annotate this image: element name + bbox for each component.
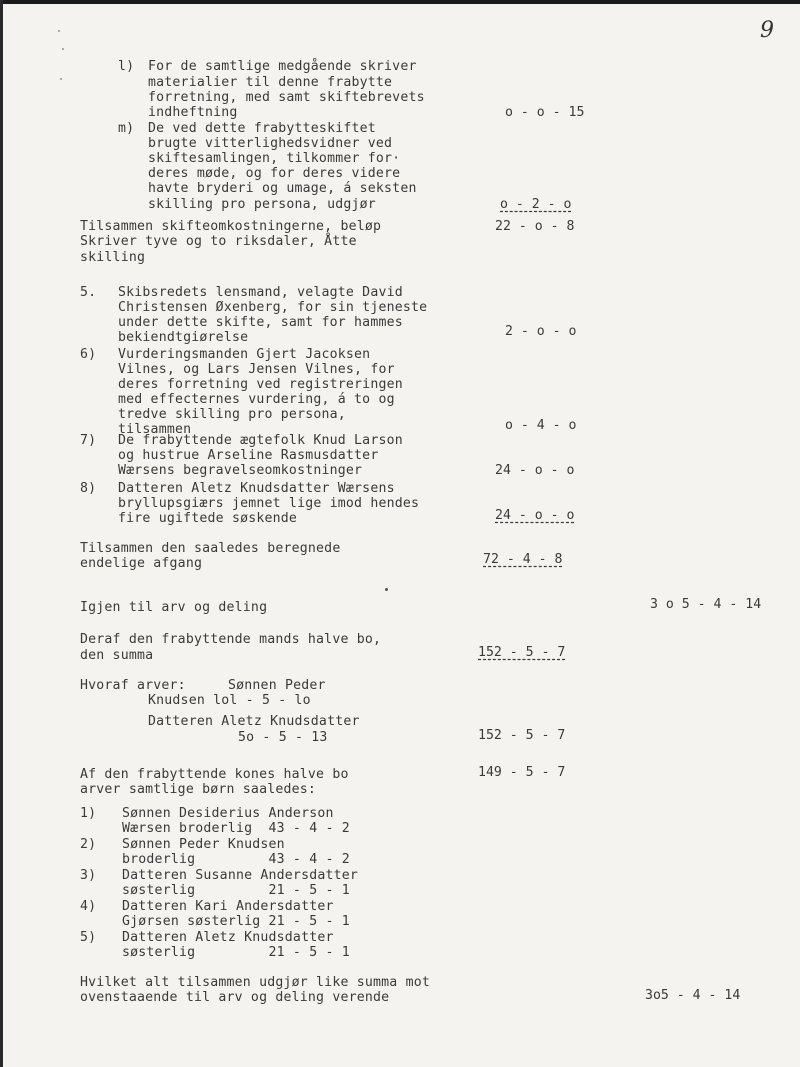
subtotal-amount: 72 - 4 - 8	[483, 552, 563, 567]
heirs-amount: 152 - 5 - 7	[478, 728, 566, 743]
item-text-line: bryllupsgiærs jemnet lige imod hendes	[118, 496, 420, 511]
child-line: Gjørsen søsterlig 21 - 5 - 1	[122, 914, 350, 929]
scan-speck	[60, 78, 62, 80]
item-text-line: skiftesamlingen, tilkommer for·	[148, 151, 401, 166]
item-text-line: forretning, med samt skiftebrevets	[148, 90, 425, 105]
item-amount: 24 - o - o	[495, 463, 575, 478]
item-amount: o - 2 - o	[500, 197, 572, 212]
husband-half-amount: 152 - 5 - 7	[478, 645, 566, 660]
item-text-line: indheftning	[148, 105, 238, 120]
heir-line: Knudsen lol - 5 - lo	[148, 693, 311, 708]
wife-half-amount: 149 - 5 - 7	[478, 765, 566, 780]
child-line: Datteren Aletz Knudsdatter	[122, 930, 334, 945]
item-label: 6)	[80, 347, 97, 362]
husband-half-line: Deraf den frabyttende mands halve bo,	[80, 632, 382, 647]
item-label: m)	[118, 121, 135, 136]
child-line: Datteren Susanne Andersdatter	[122, 868, 359, 883]
page-number: 9	[760, 18, 774, 43]
item-text-line: Vilnes, og Lars Jensen Vilnes, for	[118, 362, 395, 377]
item-amount: o - o - 15	[505, 105, 585, 120]
child-label: 5)	[80, 930, 97, 945]
item-text-line: havte bryderi og umage, á seksten	[148, 181, 417, 196]
subtotal-line: Tilsammen den saaledes beregnede	[80, 541, 341, 556]
item-text-line: Christensen Øxenberg, for sin tjeneste	[118, 300, 428, 315]
item-text-line: deres møde, og for deres videre	[148, 166, 401, 181]
item-label: l)	[118, 59, 135, 74]
remaining-amount: 3 o 5 - 4 - 14	[650, 597, 762, 612]
item-text-line: fire ugiftede søskende	[118, 511, 298, 526]
child-line: Wærsen broderlig 43 - 4 - 2	[122, 821, 350, 836]
child-line: Sønnen Desiderius Anderson	[122, 806, 334, 821]
item-text-line: med effecternes vurdering, á to og	[118, 392, 395, 407]
item-label: 8)	[80, 481, 97, 496]
item-text-line: tilsammen	[118, 422, 192, 437]
ink-dot	[385, 588, 388, 591]
final-line: ovenstaaende til arv og deling verende	[80, 990, 390, 1005]
item-text-line: materialier til denne frabytte	[148, 75, 393, 90]
child-label: 1)	[80, 806, 97, 821]
item-text-line: skilling pro persona, udgjør	[148, 197, 376, 212]
child-label: 2)	[80, 837, 97, 852]
item-text-line: De frabyttende ægtefolk Knud Larson	[118, 433, 403, 448]
heir-line: Sønnen Peder	[228, 678, 326, 693]
scan-speck	[62, 48, 64, 50]
item-text-line: tredve skilling pro persona,	[118, 407, 346, 422]
heir-line: 5o - 5 - 13	[238, 730, 328, 745]
scan-border-top	[0, 0, 800, 4]
wife-half-line: arver samtlige børn saaledes:	[80, 782, 317, 797]
item-text-line: For de samtlige medgående skriver	[148, 59, 417, 74]
item-text-line: brugte vitterlighedsvidner ved	[148, 136, 393, 151]
heir-line: Datteren Aletz Knudsdatter	[148, 714, 360, 729]
husband-half-line: den summa	[80, 648, 154, 663]
item-text-line: Datteren Aletz Knudsdatter Wærsens	[118, 481, 395, 496]
child-line: søsterlig 21 - 5 - 1	[122, 883, 350, 898]
heirs-intro: Hvoraf arver:	[80, 678, 186, 693]
item-text-line: deres forretning ved registreringen	[118, 377, 403, 392]
scan-speck	[58, 30, 60, 32]
scan-border-left	[0, 0, 3, 1067]
subtotal-line: endelige afgang	[80, 556, 203, 571]
item-amount: o - 4 - o	[505, 418, 577, 433]
item-text-line: og hustrue Arseline Rasmusdatter	[118, 448, 379, 463]
item-text-line: Skibsredets lensmand, velagte David	[118, 285, 403, 300]
item-text-line: Vurderingsmanden Gjert Jacoksen	[118, 347, 371, 362]
child-line: søsterlig 21 - 5 - 1	[122, 945, 350, 960]
item-text-line: Wærsens begravelseomkostninger	[118, 463, 363, 478]
final-amount: 3o5 - 4 - 14	[645, 988, 741, 1003]
child-label: 4)	[80, 899, 97, 914]
item-text-line: bekiendtgiørelse	[118, 330, 249, 345]
item-text-line: De ved dette frabytteskiftet	[148, 121, 376, 136]
subtotal-line: Tilsammen skifteomkostningerne, beløp	[80, 219, 382, 234]
item-amount: 2 - o - o	[505, 324, 577, 339]
child-label: 3)	[80, 868, 97, 883]
subtotal-amount: 22 - o - 8	[495, 219, 575, 234]
child-line: broderlig 43 - 4 - 2	[122, 852, 350, 867]
child-line: Datteren Kari Andersdatter	[122, 899, 334, 914]
wife-half-line: Af den frabyttende kones halve bo	[80, 767, 349, 782]
item-label: 7)	[80, 433, 97, 448]
final-line: Hvilket alt tilsammen udgjør like summa mot	[80, 975, 431, 990]
item-text-line: under dette skifte, samt for hammes	[118, 315, 403, 330]
subtotal-line: Skriver tyve og to riksdaler, Åtte	[80, 234, 357, 249]
subtotal-line: skilling	[80, 250, 146, 265]
item-amount: 24 - o - o	[495, 508, 575, 523]
remaining-text: Igjen til arv og deling	[80, 600, 268, 615]
item-label: 5.	[80, 285, 97, 300]
child-line: Sønnen Peder Knudsen	[122, 837, 285, 852]
